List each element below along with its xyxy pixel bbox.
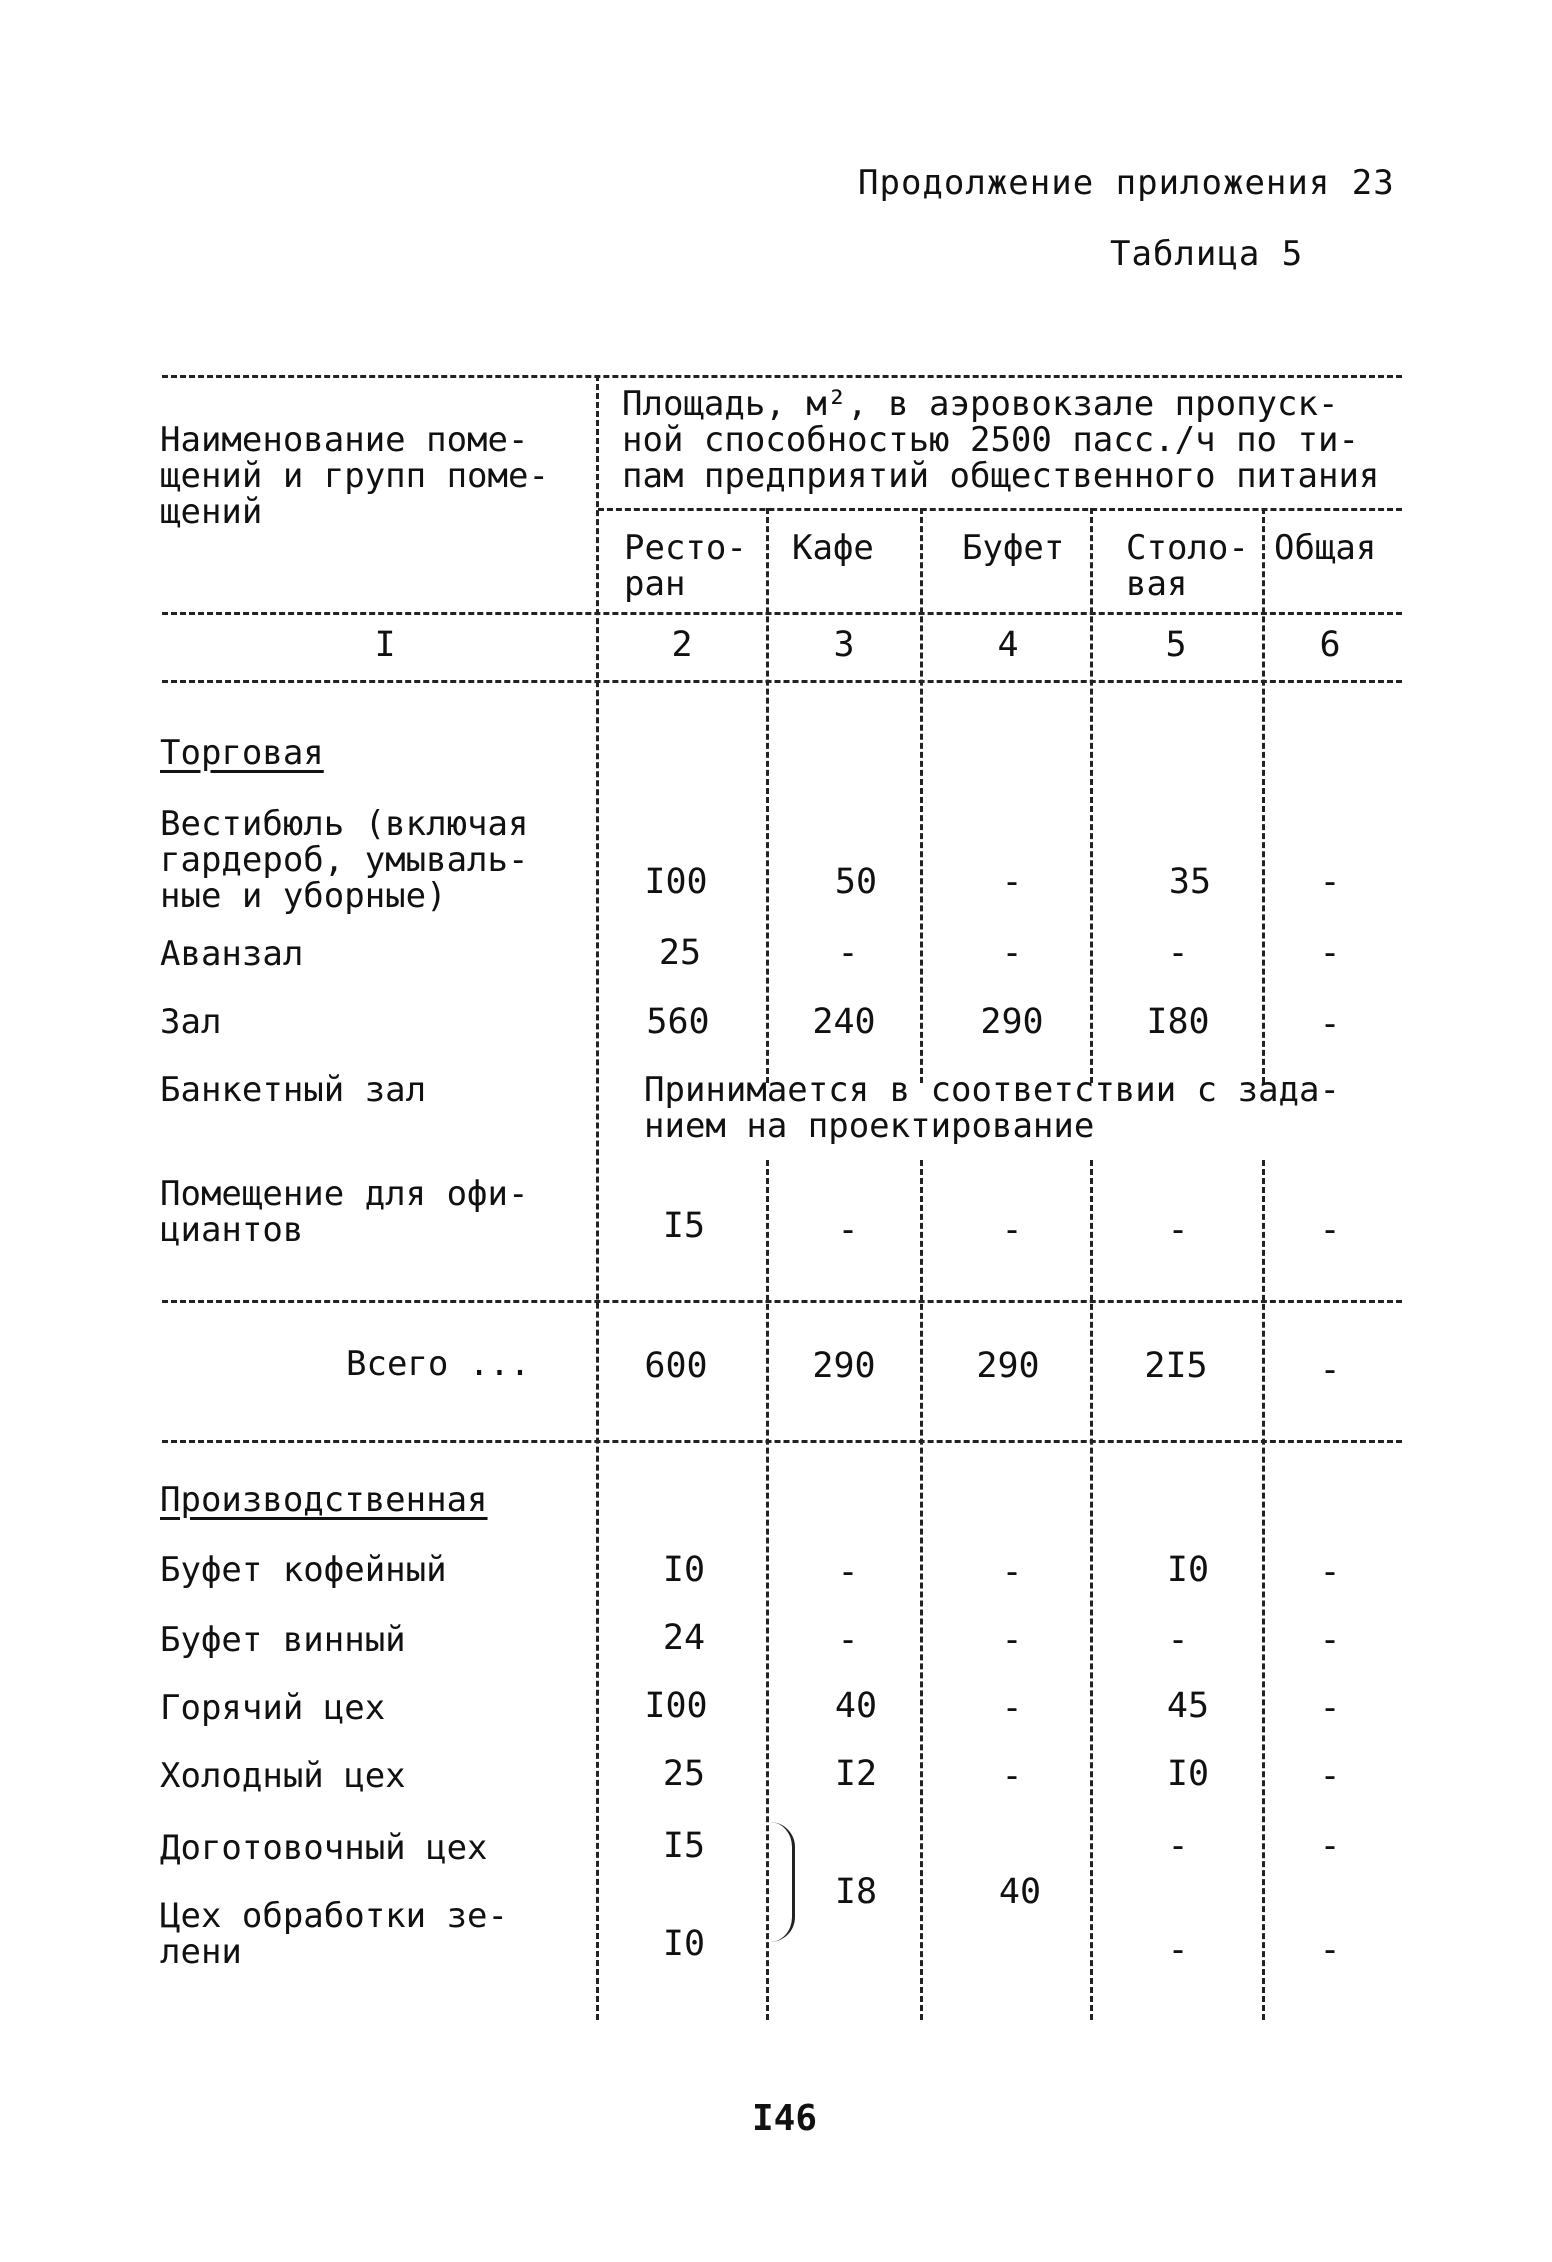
col-number-2: 2 — [671, 625, 693, 665]
cell-vestibule-buffet: - — [1001, 862, 1023, 902]
table-label: Таблица 5 — [1110, 234, 1304, 274]
banquet-note: Принимается в соответствии с зада- нием на проектирование — [644, 1070, 1340, 1146]
cell-waiters-general: - — [1319, 1210, 1341, 1250]
cell-wine-general: - — [1319, 1620, 1341, 1660]
col-number-4: 4 — [997, 625, 1019, 665]
cell-anteroom-buffet: - — [1001, 933, 1023, 973]
cell-vestibule-general: - — [1319, 862, 1341, 902]
cell-cold-buffet: - — [1001, 1756, 1023, 1796]
cell-hall-buffet: 290 — [980, 1002, 1044, 1042]
row-name-vestibule: Вестибюль (включая гардероб, умываль- ные и уборные) — [160, 804, 529, 916]
section-production: Производственная — [160, 1480, 488, 1520]
col-number-5: 5 — [1165, 625, 1187, 665]
cell-total-buffet: 290 — [976, 1346, 1040, 1386]
cell-vestibule-canteen: 35 — [1168, 862, 1212, 902]
cell-hall-restaurant: 560 — [646, 1002, 710, 1042]
cell-hot-cafe: 40 — [834, 1686, 878, 1726]
area-header: Площадь, м², в аэровокзале пропуск- ной способностью 2500 пасс./ч по ти- пам предприятий общественного питания — [622, 384, 1380, 496]
row-name-greens-shop: Цех обработки зе- лени — [160, 1896, 508, 1972]
rule-colnum-bottom — [162, 680, 1402, 683]
col-name-canteen: Столо- вая — [1126, 528, 1249, 604]
page-number: I46 — [752, 2098, 818, 2139]
cell-wine-buffet: - — [1001, 1620, 1023, 1660]
cell-vestibule-restaurant: I00 — [644, 862, 708, 902]
cell-coffee-cafe: - — [837, 1552, 859, 1592]
cell-finishing-canteen: - — [1167, 1826, 1189, 1866]
cell-hot-restaurant: I00 — [644, 1686, 708, 1726]
cell-merged-cafe: I8 — [834, 1872, 878, 1912]
row-name-hall: Зал — [160, 1002, 222, 1042]
cell-greens-canteen: - — [1167, 1930, 1189, 1970]
col-name-buffet: Буфет — [962, 528, 1065, 568]
row-name-coffee-buffet: Буфет кофейный — [160, 1550, 447, 1590]
row-name-cold-shop: Холодный цех — [160, 1756, 406, 1796]
cell-wine-restaurant: 24 — [662, 1618, 706, 1658]
cell-hot-canteen: 45 — [1166, 1686, 1210, 1726]
rule-header-bottom — [162, 612, 1402, 615]
col-divider-5-top — [1262, 508, 1265, 1083]
continuation-title: Продолжение приложения 23 — [858, 163, 1395, 203]
cell-coffee-restaurant: I0 — [662, 1550, 706, 1590]
cell-greens-general: - — [1319, 1930, 1341, 1970]
cell-anteroom-restaurant: 25 — [658, 933, 702, 973]
row-name-finishing-shop: Доготовочный цех — [160, 1828, 488, 1868]
rule-after-total — [162, 1440, 1402, 1443]
cell-waiters-cafe: - — [837, 1210, 859, 1250]
cell-cold-restaurant: 25 — [662, 1754, 706, 1794]
cell-greens-restaurant: I0 — [662, 1924, 706, 1964]
cell-hall-general: - — [1319, 1004, 1341, 1044]
col-name-general: Общая — [1274, 528, 1377, 568]
col-number-3: 3 — [833, 625, 855, 665]
cell-total-cafe: 290 — [812, 1346, 876, 1386]
col-number-6: 6 — [1319, 625, 1341, 665]
cell-merged-buffet: 40 — [998, 1872, 1042, 1912]
cell-total-general: - — [1319, 1350, 1341, 1390]
rule-before-total — [162, 1300, 1402, 1303]
row-name-anteroom: Аванзал — [160, 934, 304, 974]
col-divider-3-top — [920, 508, 923, 1083]
cell-finishing-restaurant: I5 — [662, 1826, 706, 1866]
cell-total-restaurant: 600 — [644, 1346, 708, 1386]
row-name-waiters: Помещение для офи- циантов — [160, 1174, 529, 1250]
rule-under-area — [598, 508, 1402, 511]
cell-hot-buffet: - — [1001, 1688, 1023, 1728]
cell-cold-canteen: I0 — [1166, 1754, 1210, 1794]
cell-hall-cafe: 240 — [812, 1002, 876, 1042]
cell-finishing-general: - — [1319, 1826, 1341, 1866]
col-divider-4-top — [1090, 508, 1093, 1083]
cell-hot-general: - — [1319, 1688, 1341, 1728]
col-number-1: I — [374, 625, 396, 665]
cell-total-canteen: 2I5 — [1144, 1346, 1208, 1386]
cell-cold-cafe: I2 — [834, 1754, 878, 1794]
cell-coffee-buffet: - — [1001, 1552, 1023, 1592]
col1-header: Наименование поме- щений и групп поме- щений — [160, 420, 549, 532]
col-divider-2-top — [766, 508, 769, 1083]
cell-anteroom-general: - — [1319, 933, 1341, 973]
rule-top — [162, 375, 1402, 378]
cell-anteroom-cafe: - — [837, 933, 859, 973]
cell-anteroom-canteen: - — [1167, 933, 1189, 973]
cell-vestibule-cafe: 50 — [834, 862, 878, 902]
cell-coffee-canteen: I0 — [1166, 1550, 1210, 1590]
col-name-restaurant: Ресто- ран — [624, 528, 747, 604]
row-name-hot-shop: Горячий цех — [160, 1688, 386, 1728]
total-label: Всего ... — [346, 1344, 531, 1384]
cell-coffee-general: - — [1319, 1552, 1341, 1592]
col-name-cafe: Кафе — [792, 528, 874, 568]
row-name-banquet: Банкетный зал — [160, 1070, 427, 1110]
cell-wine-canteen: - — [1167, 1620, 1189, 1660]
col-divider-1 — [596, 375, 599, 2020]
cell-waiters-restaurant: I5 — [662, 1206, 706, 1246]
row-name-wine-buffet: Буфет винный — [160, 1620, 406, 1660]
cell-cold-general: - — [1319, 1756, 1341, 1796]
section-trade: Торговая — [160, 733, 324, 773]
cell-waiters-canteen: - — [1167, 1210, 1189, 1250]
cell-wine-cafe: - — [837, 1620, 859, 1660]
cell-waiters-buffet: - — [1001, 1210, 1023, 1250]
cell-hall-canteen: I80 — [1146, 1002, 1210, 1042]
